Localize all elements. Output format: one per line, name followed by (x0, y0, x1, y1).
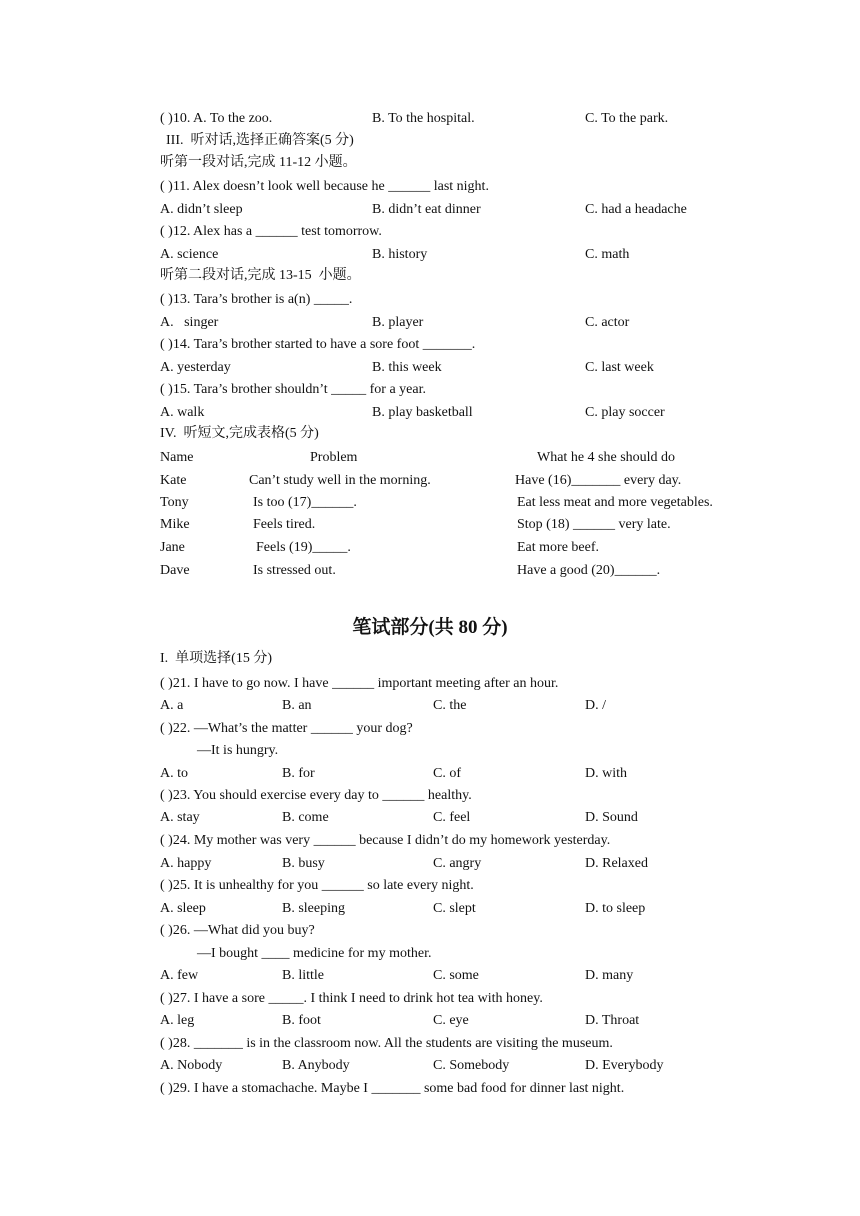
option-b: B. play basketball (372, 405, 473, 420)
option-a: A. singer (160, 315, 219, 330)
option-a: A. didn’t sleep (160, 202, 243, 217)
section-4-heading: IV. 听短文,完成表格(5 分) (160, 426, 319, 441)
option-d: D. with (585, 766, 627, 781)
option-b: B. sleeping (282, 901, 345, 916)
option-b: B. foot (282, 1013, 321, 1028)
table-cell-problem: Is stressed out. (253, 563, 336, 578)
option-a: A. to (160, 766, 188, 781)
option-b: B. didn’t eat dinner (372, 202, 481, 217)
option-c: C. angry (433, 856, 482, 871)
question-28-stem: ( )28. _______ is in the classroom now. All the students are visiting the museum. (160, 1036, 613, 1051)
option-d: D. Throat (585, 1013, 640, 1028)
table-header-name: Name (160, 450, 194, 465)
option-c: C. play soccer (585, 405, 665, 420)
question-11-stem: ( )11. Alex doesn’t look well because he ______ last night. (160, 179, 489, 194)
option-a: A. few (160, 968, 199, 983)
table-cell-advice: Eat more beef. (517, 540, 600, 555)
question-10-stem: ( )10. A. To the zoo. (160, 111, 273, 126)
option-b: B. busy (282, 856, 325, 871)
option-c: C. had a headache (585, 202, 687, 217)
option-b: B. Anybody (282, 1058, 350, 1073)
table-cell-name: Tony (160, 495, 189, 510)
question-21-stem: ( )21. I have to go now. I have ______ important meeting after an hour. (160, 676, 559, 691)
option-c: C. of (433, 766, 461, 781)
table-cell-advice: Eat less meat and more vegetables. (517, 495, 713, 510)
dialog-1-intro: 听第一段对话,完成 11-12 小题。 (160, 155, 357, 170)
option-a: A. science (160, 247, 219, 262)
option-a: A. stay (160, 810, 200, 825)
option-c: C. math (585, 247, 630, 262)
option-a: A. a (160, 698, 184, 713)
option-b: B. history (372, 247, 428, 262)
option-a: A. leg (160, 1013, 195, 1028)
option-c: C. some (433, 968, 479, 983)
question-22-stem: ( )22. —What’s the matter ______ your dog? (160, 721, 413, 736)
table-cell-advice: Stop (18) ______ very late. (517, 517, 671, 532)
option-c: C. eye (433, 1013, 469, 1028)
table-cell-name: Jane (160, 540, 185, 555)
question-22-response: —It is hungry. (197, 743, 279, 758)
table-cell-problem: Is too (17)______. (253, 495, 357, 510)
table-cell-name: Dave (160, 563, 190, 578)
option-a: A. happy (160, 856, 212, 871)
question-13-stem: ( )13. Tara’s brother is a(n) _____. (160, 292, 353, 307)
option-a: A. yesterday (160, 360, 231, 375)
question-26-response: —I bought ____ medicine for my mother. (197, 946, 432, 961)
option-c: C. the (433, 698, 467, 713)
dialog-2-intro: 听第二段对话,完成 13-15 小题。 (160, 268, 361, 283)
option-c: C. actor (585, 315, 630, 330)
question-25-stem: ( )25. It is unhealthy for you ______ so late every night. (160, 878, 474, 893)
table-cell-advice: Have a good (20)______. (517, 563, 661, 578)
option-d: D. Everybody (585, 1058, 664, 1073)
option-d: D. / (585, 698, 606, 713)
option-d: D. many (585, 968, 634, 983)
option-c: C. feel (433, 810, 471, 825)
option-b: B. an (282, 698, 312, 713)
table-cell-name: Kate (160, 473, 187, 488)
option-c: C. Somebody (433, 1058, 510, 1073)
option-b: B. come (282, 810, 329, 825)
table-cell-problem: Feels (19)_____. (256, 540, 351, 555)
table-header-advice: What he 4 she should do (537, 450, 676, 465)
option-d: D. Relaxed (585, 856, 648, 871)
table-cell-problem: Feels tired. (253, 517, 316, 532)
section-1-heading: I. 单项选择(15 分) (160, 651, 272, 666)
section-3-heading: III. 听对话,选择正确答案(5 分) (166, 133, 354, 148)
question-15-stem: ( )15. Tara’s brother shouldn’t _____ for a year. (160, 382, 426, 397)
table-header-problem: Problem (310, 450, 358, 465)
option-b: B. player (372, 315, 424, 330)
option-c: C. slept (433, 901, 476, 916)
question-24-stem: ( )24. My mother was very ______ because I didn’t do my homework yesterday. (160, 833, 611, 848)
option-d: D. to sleep (585, 901, 646, 916)
table-cell-advice: Have (16)_______ every day. (515, 473, 682, 488)
option-a: A. sleep (160, 901, 206, 916)
table-cell-problem: Can’t study well in the morning. (249, 473, 431, 488)
option-b: B. this week (372, 360, 442, 375)
option-d: D. Sound (585, 810, 638, 825)
option-b: B. little (282, 968, 324, 983)
question-26-stem: ( )26. —What did you buy? (160, 923, 315, 938)
option-b: B. To the hospital. (372, 111, 475, 126)
question-14-stem: ( )14. Tara’s brother started to have a sore foot _______. (160, 337, 476, 352)
option-b: B. for (282, 766, 315, 781)
written-part-title: 笔试部分(共 80 分) (352, 617, 508, 638)
question-27-stem: ( )27. I have a sore _____. I think I need to drink hot tea with honey. (160, 991, 543, 1006)
option-a: A. walk (160, 405, 205, 420)
question-29-stem: ( )29. I have a stomachache. Maybe I _______ some bad food for dinner last night. (160, 1081, 625, 1096)
question-23-stem: ( )23. You should exercise every day to ______ healthy. (160, 788, 472, 803)
option-c: C. To the park. (585, 111, 669, 126)
table-cell-name: Mike (160, 517, 190, 532)
option-a: A. Nobody (160, 1058, 223, 1073)
question-12-stem: ( )12. Alex has a ______ test tomorrow. (160, 224, 382, 239)
option-c: C. last week (585, 360, 654, 375)
